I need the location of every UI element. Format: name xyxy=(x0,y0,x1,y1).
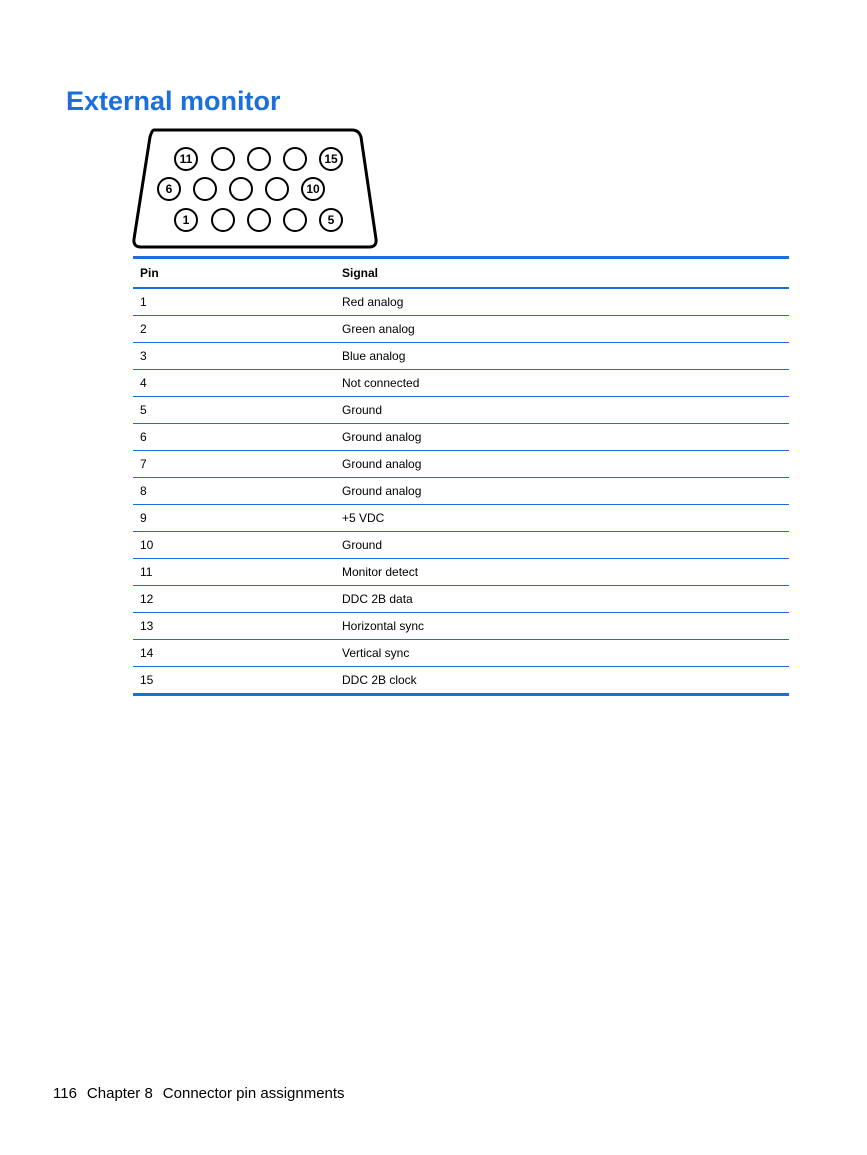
pin-label-5: 5 xyxy=(327,213,335,227)
pin-7-icon xyxy=(194,178,216,200)
pin-13-icon xyxy=(248,148,270,170)
signal-cell: Ground xyxy=(335,397,789,424)
pin-label-15: 15 xyxy=(324,152,338,166)
table-row xyxy=(133,370,789,397)
chapter-title: Connector pin assignments xyxy=(162,1085,345,1102)
table-header-row xyxy=(133,258,789,289)
signal-cell: Ground xyxy=(335,532,789,559)
pin-cell: 3 xyxy=(133,343,335,370)
signal-cell: Ground analog xyxy=(335,424,789,451)
pin-assignment-table xyxy=(133,256,789,696)
table-row xyxy=(133,586,789,613)
signal-cell: Not connected xyxy=(335,370,789,397)
section-title: External monitor xyxy=(66,86,281,116)
signal-cell: Ground analog xyxy=(335,451,789,478)
signal-cell: Red analog xyxy=(335,288,789,316)
table-row xyxy=(133,424,789,451)
signal-cell: DDC 2B data xyxy=(335,586,789,613)
signal-cell: DDC 2B clock xyxy=(342,673,417,687)
page-footer xyxy=(53,1085,345,1103)
pin-cell: 9 xyxy=(133,505,335,532)
pin-cell: 5 xyxy=(133,397,335,424)
table-row xyxy=(133,532,789,559)
pin-label-10: 10 xyxy=(306,182,320,196)
pin-cell: 8 xyxy=(133,478,335,505)
signal-cell: Horizontal sync xyxy=(335,613,789,640)
pin-8-icon xyxy=(230,178,252,200)
signal-cell: Blue analog xyxy=(335,343,789,370)
table-row xyxy=(133,316,789,343)
pin-cell: 1 xyxy=(133,288,335,316)
pin-cell: 11 xyxy=(133,559,335,586)
table-row xyxy=(133,397,789,424)
pin-cell: 4 xyxy=(133,370,335,397)
pin-cell: 7 xyxy=(133,451,335,478)
table-row xyxy=(133,478,789,505)
vga-connector-icon xyxy=(132,127,380,251)
table-row xyxy=(133,667,789,695)
table-row xyxy=(133,343,789,370)
pin-cell: 12 xyxy=(133,586,335,613)
pin-12-icon xyxy=(212,148,234,170)
table-row xyxy=(133,451,789,478)
table-row xyxy=(133,288,789,316)
signal-cell: Green analog xyxy=(335,316,789,343)
signal-cell: Ground analog xyxy=(335,478,789,505)
pin-cell: 6 xyxy=(133,424,335,451)
pin-9-icon xyxy=(266,178,288,200)
signal-cell: +5 VDC xyxy=(335,505,789,532)
table-row xyxy=(133,559,789,586)
pin-3-icon xyxy=(248,209,270,231)
table-row xyxy=(133,640,789,667)
pin-cell: 14 xyxy=(133,640,335,667)
pin-label-6: 6 xyxy=(165,182,173,196)
table-row xyxy=(133,613,789,640)
pin-14-icon xyxy=(284,148,306,170)
column-header-signal: Signal xyxy=(335,258,789,289)
pin-cell: 13 xyxy=(133,613,335,640)
pin-label-1: 1 xyxy=(182,213,190,227)
signal-cell: Vertical sync xyxy=(335,640,789,667)
column-header-pin: Pin xyxy=(133,258,335,289)
table-row xyxy=(133,505,789,532)
page-number: 116 xyxy=(53,1085,77,1102)
pin-2-icon xyxy=(212,209,234,231)
pin-cell: 10 xyxy=(133,532,335,559)
pin-cell: 15 xyxy=(140,673,154,687)
pin-label-11: 11 xyxy=(179,152,193,166)
pin-cell: 2 xyxy=(133,316,335,343)
signal-cell: Monitor detect xyxy=(335,559,789,586)
pin-4-icon xyxy=(284,209,306,231)
chapter-label: Chapter 8 xyxy=(86,1085,153,1102)
